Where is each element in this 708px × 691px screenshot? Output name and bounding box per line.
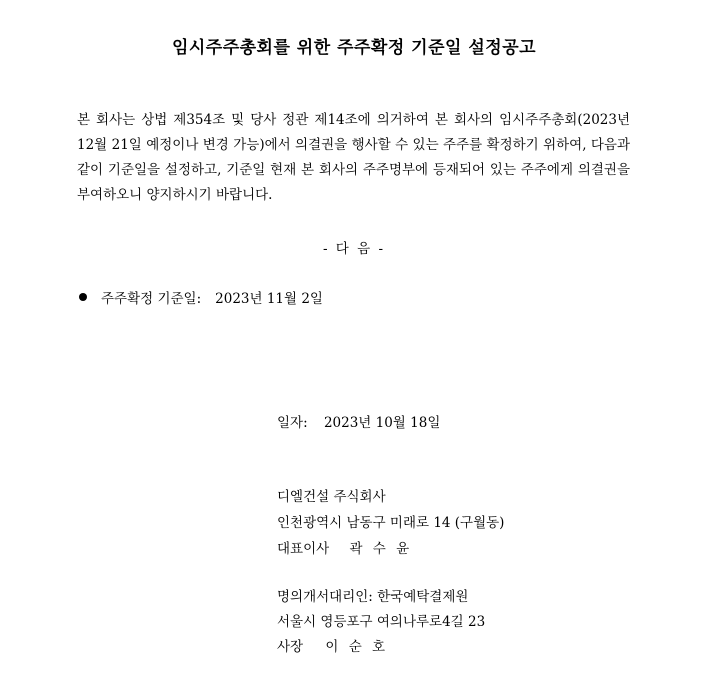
issue-date-value: 2023년 10월 18일 <box>323 415 441 431</box>
issue-date-label: 일자: <box>277 415 308 431</box>
agent-block <box>277 585 485 660</box>
representative-line <box>277 536 504 562</box>
company-name: 디엘건설 주식회사 <box>277 489 386 505</box>
bullet-icon <box>79 293 87 301</box>
ceo-title: 사장 <box>277 639 304 655</box>
ceo-name: 이 순 호 <box>325 639 389 655</box>
record-date-item <box>79 287 323 307</box>
company-block <box>277 484 504 562</box>
issue-date <box>277 411 440 431</box>
representative-title: 대표이사 <box>277 541 330 557</box>
record-date-label: 주주확정 기준일: <box>101 291 202 307</box>
company-address: 인천광역시 남동구 미래로 14 (구월동) <box>277 515 505 531</box>
representative-name: 곽 수 윤 <box>349 541 413 557</box>
body-paragraph: 본 회사는 상법 제354조 및 당사 정관 제14조에 의거하여 본 회사의 임시주주총회(2023년 12월 21일 예정이나 변경 가능)에서 의결권을 행사할 수 있는 주주를 확정하기 위하여, 다음과 같이 기준일을 설정하고, 기준일 현재 본 회사의 주주명부에 등재되어 있는 주주에게 의결권을 부여하오니 양지하시기 바랍니다. <box>77 112 630 203</box>
notice-heading: - 다 음 - <box>322 241 386 257</box>
ceo-line <box>277 635 485 660</box>
agent-address: 서울시 영등포구 여의나루로4길 23 <box>277 614 486 630</box>
agent-label: 명의개서대리인: 한국예탁결제원 <box>277 589 469 605</box>
document-title: 임시주주총회를 위한 주주확정 기준일 설정공고 <box>171 38 537 58</box>
record-date-value: 2023년 11월 2일 <box>215 291 323 307</box>
